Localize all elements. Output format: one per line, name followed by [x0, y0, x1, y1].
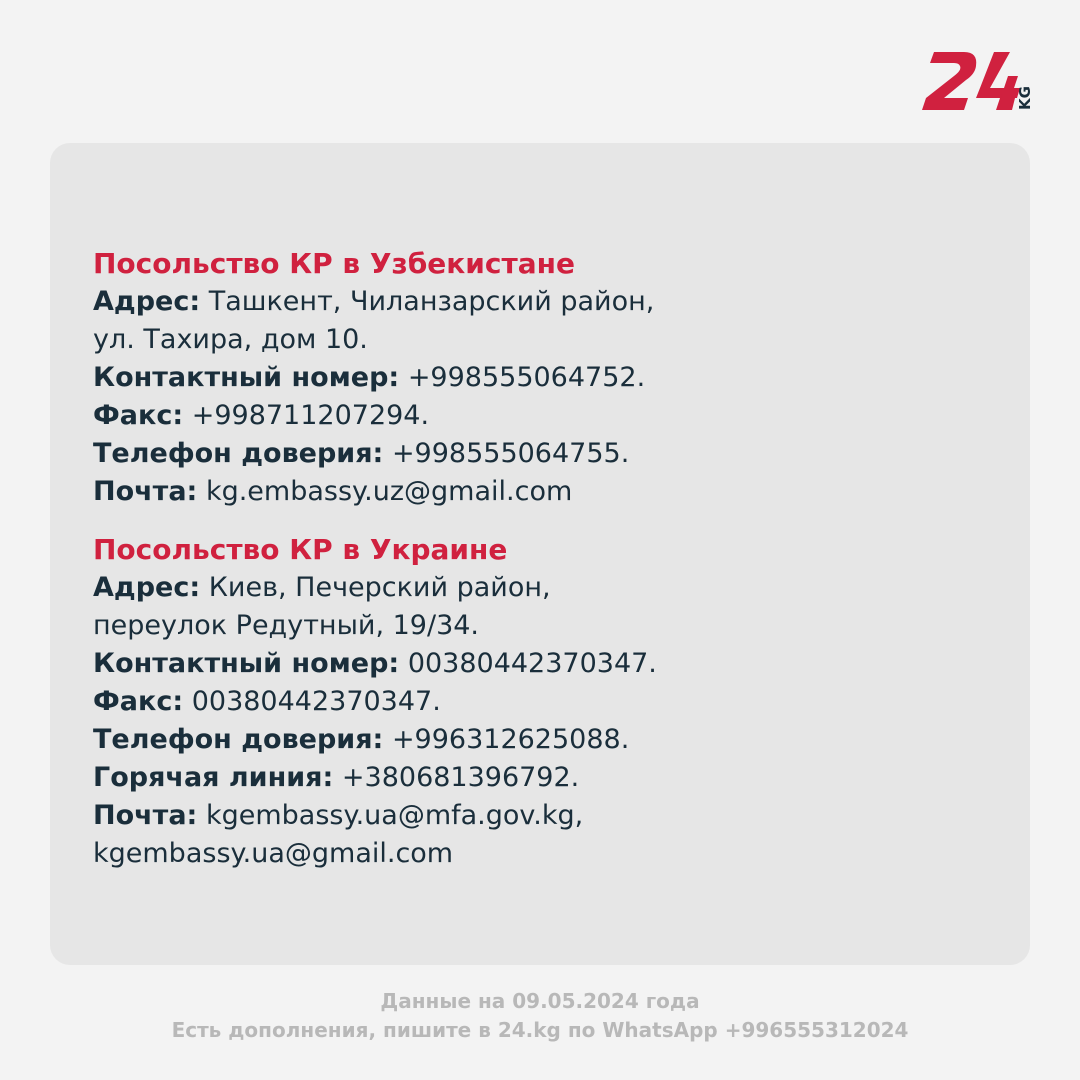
- fax-line: Факс: +998711207294.: [93, 400, 430, 431]
- hotline-line: Горячая линия: +380681396792.: [93, 762, 580, 793]
- data-date-line: Данные на 09.05.2024 года: [380, 989, 700, 1013]
- address-line: Адрес: Ташкент, Чиланзарский район,: [93, 286, 655, 317]
- address-line-cont: переулок Редутный, 19/34.: [93, 610, 480, 641]
- embassy-title: Посольство КР в Украине: [93, 533, 508, 566]
- trust-phone-line: Телефон доверия: +996312625088.: [93, 724, 630, 755]
- embassy-ukraine: [93, 531, 993, 873]
- trust-phone-line: Телефон доверия: +998555064755.: [93, 438, 630, 469]
- contact-number-line: Контактный номер: +998555064752.: [93, 362, 646, 393]
- footer-note: [0, 987, 1080, 1045]
- logo-kg: KG: [1016, 86, 1034, 110]
- fax-line: Факс: 00380442370347.: [93, 686, 441, 717]
- email-line: Почта: kgembassy.ua@mfa.gov.kg,: [93, 800, 584, 831]
- contact-line: Есть дополнения, пишите в 24.kg по WhatsApp +996555312024: [171, 1018, 909, 1042]
- address-line: Адрес: Киев, Печерский район,: [93, 572, 551, 603]
- embassy-uzbekistan: [93, 245, 993, 511]
- email-line-cont: kgembassy.ua@gmail.com: [93, 838, 454, 869]
- contact-number-line: Контактный номер: 00380442370347.: [93, 648, 657, 679]
- embassy-title: Посольство КР в Узбекистане: [93, 247, 575, 280]
- 24kg-logo: [920, 48, 1035, 114]
- logo-digit-2: [922, 52, 976, 110]
- embassy-list: [93, 245, 993, 873]
- email-line: Почта: kg.embassy.uz@gmail.com: [93, 476, 573, 507]
- address-line-cont: ул. Тахира, дом 10.: [93, 324, 368, 355]
